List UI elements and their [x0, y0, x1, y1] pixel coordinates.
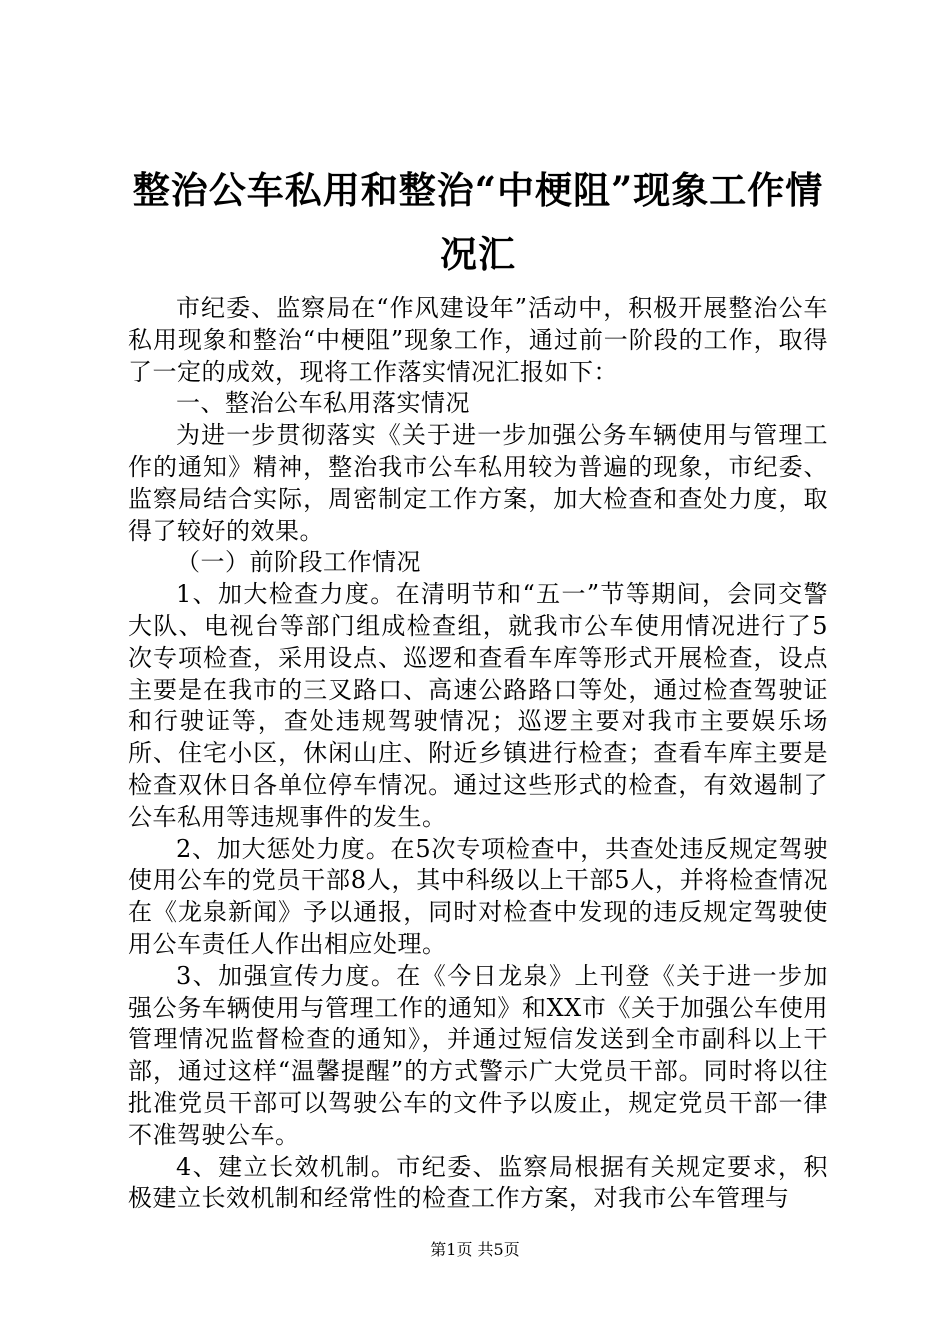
item-1-paragraph: 1、加大检查力度。在清明节和“五一”节等期间，会同交警大队、电视台等部门组成检查组，就我市公车使用情况进行了5次专项检查，采用设点、巡逻和查看车库等形式开展检查，设点主要是在我市的三叉路口、高速公路路口等处，通过检查驾驶证和行驶证等，查处违规驾驶情况；巡逻主要对我市主要娱乐场所、住宅小区，休闲山庄、附近乡镇进行检查；查看车库主要是检查双休日各单位停车情况。通过这些形式的检查，有效遏制了公车私用等违规事件的发生。: [128, 580, 828, 831]
section-heading-1: 一、整治公车私用落实情况: [176, 389, 470, 418]
document-body: [128, 293, 828, 1215]
page-footer: 第1页 共5页: [430, 1240, 520, 1259]
item-3-paragraph: 3、加强宣传力度。在《今日龙泉》上刊登《关于进一步加强公务车辆使用与管理工作的通知》和XX市《关于加强公车使用管理情况监督检查的通知》，并通过短信发送到全市副科以上干部，通过这样“温馨提醒”的方式警示广大党员干部。同时将以往批准党员干部可以驾驶公车的文件予以废止，规定党员干部一律不准驾驶公车。: [128, 961, 828, 1149]
section-1-paragraph: 为进一步贯彻落实《关于进一步加强公务车辆使用与管理工作的通知》精神，整治我市公车私用较为普遍的现象，市纪委、监察局结合实际，周密制定工作方案，加大检查和查处力度，取得了较好的效果。: [128, 421, 828, 545]
item-2-paragraph: 2、加大惩处力度。在5次专项检查中，共查处违反规定驾驶使用公车的党员干部8人，其中科级以上干部5人，并将检查情况在《龙泉新闻》予以通报，同时对检查中发现的违反规定驾驶使用公车责任人作出相应处理。: [128, 834, 828, 958]
subsection-heading-1: （一）前阶段工作情况: [176, 548, 421, 577]
item-4-paragraph: 4、建立长效机制。市纪委、监察局根据有关规定要求，积极建立长效机制和经常性的检查工作方案，对我市公车管理与: [128, 1152, 828, 1213]
document-title: 整治公车私用和整治“中梗阻”现象工作情况汇: [132, 168, 824, 276]
intro-paragraph: 市纪委、监察局在“作风建设年”活动中，积极开展整治公车私用现象和整治“中梗阻”现象工作，通过前一阶段的工作，取得了一定的成效，现将工作落实情况汇报如下：: [128, 294, 828, 386]
